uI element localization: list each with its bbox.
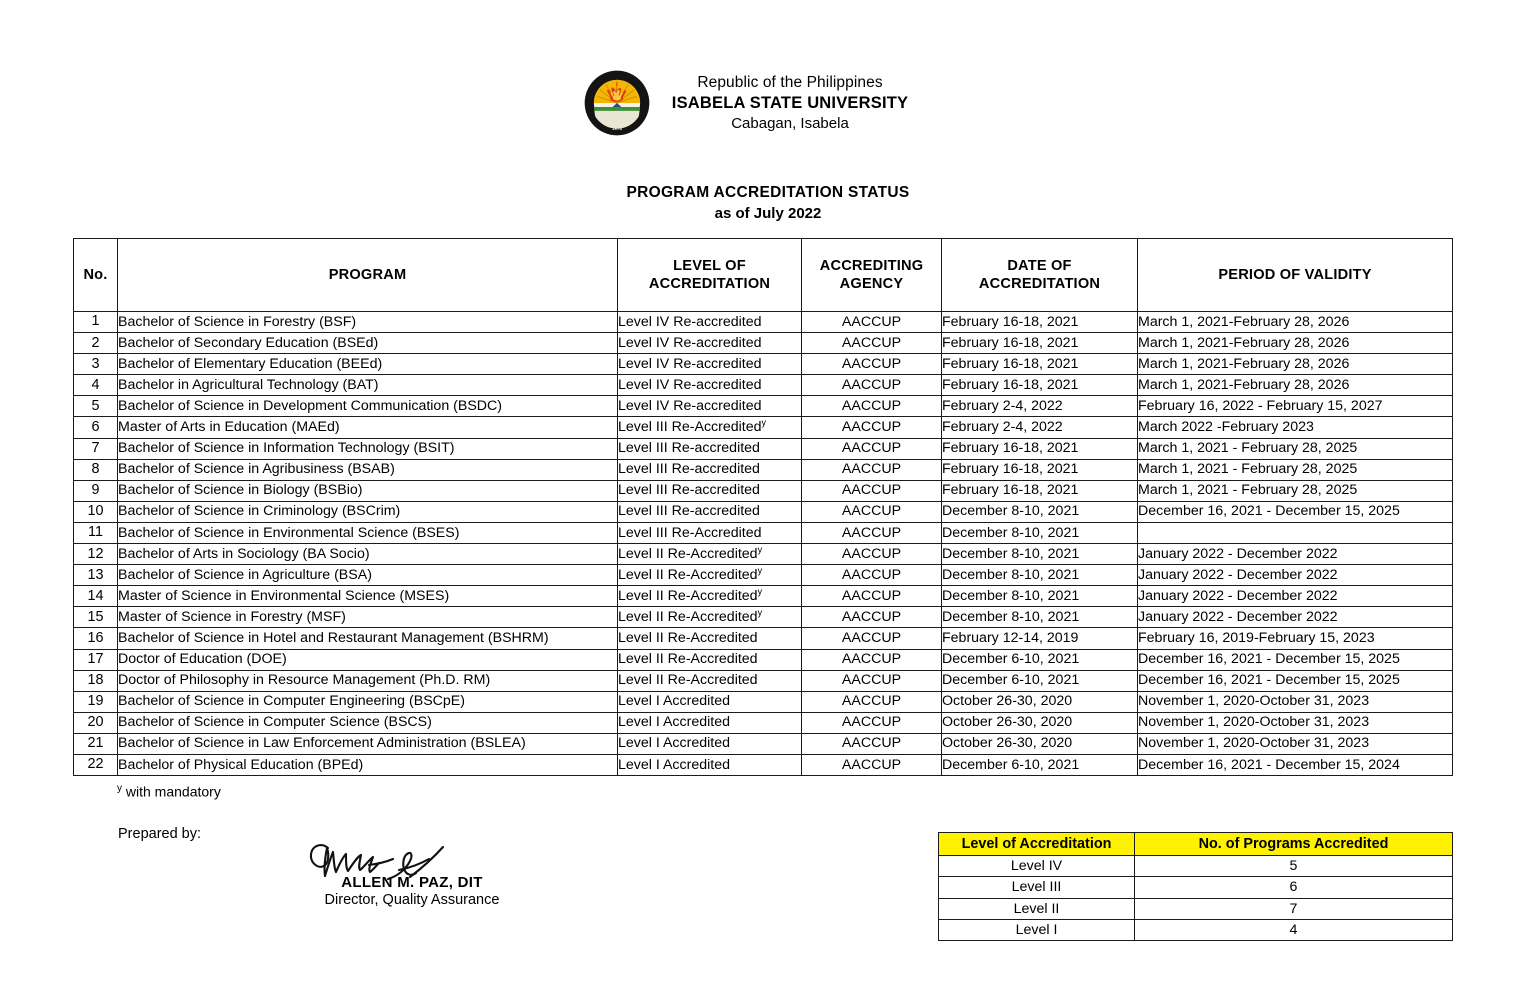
cell-validity: November 1, 2020-October 31, 2023 (1138, 691, 1453, 712)
summary-row (939, 898, 1453, 919)
cell-date: December 6-10, 2021 (942, 649, 1138, 670)
level-label: Level II Re-Accredited (618, 608, 758, 625)
mandatory-marker: y (757, 564, 763, 575)
cell-date: December 8-10, 2021 (942, 501, 1138, 522)
cell-date: February 16-18, 2021 (942, 480, 1138, 501)
cell-level (618, 670, 802, 691)
cell-agency: AACCUP (802, 375, 942, 396)
cell-no: 11 (74, 522, 118, 543)
cell-validity: November 1, 2020-October 31, 2023 (1138, 712, 1453, 733)
header-republic-line: Republic of the Philippines (697, 73, 883, 91)
cell-agency: AACCUP (802, 754, 942, 775)
cell-program: Bachelor of Science in Forestry (BSF) (118, 312, 618, 333)
cell-level (618, 565, 802, 586)
cell-no: 1 (74, 312, 118, 333)
level-label: Level II Re-Accredited (618, 672, 758, 689)
cell-no: 2 (74, 333, 118, 354)
cell-no: 22 (74, 754, 118, 775)
cell-program: Doctor of Philosophy in Resource Management (Ph.D. RM) (118, 670, 618, 691)
cell-no: 16 (74, 628, 118, 649)
table-row (74, 312, 1453, 333)
cell-no: 15 (74, 607, 118, 628)
table-row (74, 396, 1453, 417)
cell-agency: AACCUP (802, 312, 942, 333)
cell-agency: AACCUP (802, 333, 942, 354)
column-header-no: No. (74, 239, 118, 312)
cell-validity: March 1, 2021 - February 28, 2025 (1138, 480, 1453, 501)
footnote-marker: y (117, 783, 122, 794)
seal-year: 1978 (611, 126, 622, 132)
cell-validity: December 16, 2021 - December 15, 2025 (1138, 501, 1453, 522)
accreditation-table (73, 238, 1453, 776)
cell-program: Bachelor of Secondary Education (BSEd) (118, 333, 618, 354)
cell-no: 18 (74, 670, 118, 691)
cell-validity: November 1, 2020-October 31, 2023 (1138, 733, 1453, 754)
cell-validity: March 1, 2021-February 28, 2026 (1138, 354, 1453, 375)
signature-block (262, 838, 562, 908)
cell-date: February 16-18, 2021 (942, 438, 1138, 459)
cell-program: Master of Science in Environmental Science (MSES) (118, 586, 618, 607)
table-row (74, 333, 1453, 354)
cell-agency: AACCUP (802, 607, 942, 628)
cell-date: February 12-14, 2019 (942, 628, 1138, 649)
summary-table-body (939, 856, 1453, 941)
cell-level (618, 607, 802, 628)
mandatory-marker: y (761, 417, 767, 428)
cell-agency: AACCUP (802, 522, 942, 543)
level-label: Level II Re-Accredited (618, 651, 758, 668)
table-row (74, 544, 1453, 565)
cell-agency: AACCUP (802, 544, 942, 565)
cell-program: Master of Arts in Education (MAEd) (118, 417, 618, 438)
signatory-role: Director, Quality Assurance (324, 892, 500, 908)
column-header-validity: PERIOD OF VALIDITY (1138, 239, 1453, 312)
cell-program: Master of Science in Forestry (MSF) (118, 607, 618, 628)
cell-date: February 16-18, 2021 (942, 375, 1138, 396)
accreditation-table-container (73, 238, 1452, 776)
cell-no: 17 (74, 649, 118, 670)
level-label: Level I Accredited (618, 693, 730, 710)
table-row (74, 480, 1453, 501)
cell-date: February 2-4, 2022 (942, 417, 1138, 438)
table-row (74, 522, 1453, 543)
cell-agency: AACCUP (802, 354, 942, 375)
cell-date: October 26-30, 2020 (942, 691, 1138, 712)
column-header-program: PROGRAM (118, 239, 618, 312)
table-row (74, 375, 1453, 396)
cell-no: 8 (74, 459, 118, 480)
cell-agency: AACCUP (802, 396, 942, 417)
cell-date: December 8-10, 2021 (942, 565, 1138, 586)
cell-program: Bachelor of Science in Law Enforcement Administration (BSLEA) (118, 733, 618, 754)
cell-no: 14 (74, 586, 118, 607)
cell-program: Bachelor of Science in Environmental Science (BSES) (118, 522, 618, 543)
cell-date: February 2-4, 2022 (942, 396, 1138, 417)
cell-program: Bachelor of Science in Computer Engineering (BSCpE) (118, 691, 618, 712)
table-row (74, 691, 1453, 712)
summary-cell-level: Level III (939, 877, 1135, 898)
cell-program: Bachelor of Science in Information Technology (BSIT) (118, 438, 618, 459)
cell-validity: March 1, 2021-February 28, 2026 (1138, 333, 1453, 354)
table-row (74, 565, 1453, 586)
cell-date: December 8-10, 2021 (942, 586, 1138, 607)
cell-level (618, 333, 802, 354)
cell-agency: AACCUP (802, 733, 942, 754)
cell-no: 5 (74, 396, 118, 417)
cell-validity: March 1, 2021-February 28, 2026 (1138, 312, 1453, 333)
cell-program: Bachelor of Science in Hotel and Restaurant Management (BSHRM) (118, 628, 618, 649)
cell-program: Bachelor of Science in Agriculture (BSA) (118, 565, 618, 586)
cell-program: Doctor of Education (DOE) (118, 649, 618, 670)
page-subtitle: as of July 2022 (714, 205, 822, 222)
level-label: Level III Re-accredited (618, 503, 760, 520)
university-seal-icon (584, 70, 650, 136)
cell-level (618, 354, 802, 375)
cell-no: 13 (74, 565, 118, 586)
cell-agency: AACCUP (802, 501, 942, 522)
level-label: Level III Re-accredited (618, 482, 760, 499)
level-label: Level IV Re-accredited (618, 397, 762, 414)
cell-date: February 16-18, 2021 (942, 333, 1138, 354)
mandatory-marker: y (757, 607, 763, 618)
cell-date: December 6-10, 2021 (942, 670, 1138, 691)
table-row (74, 754, 1453, 775)
table-row (74, 417, 1453, 438)
level-label: Level III Re-accredited (618, 461, 760, 478)
cell-date: December 8-10, 2021 (942, 544, 1138, 565)
cell-no: 6 (74, 417, 118, 438)
level-label: Level I Accredited (618, 735, 730, 752)
level-label: Level II Re-Accredited (618, 566, 758, 583)
mandatory-marker: y (757, 543, 763, 554)
cell-agency: AACCUP (802, 459, 942, 480)
cell-validity: December 16, 2021 - December 15, 2025 (1138, 670, 1453, 691)
cell-program: Bachelor of Arts in Sociology (BA Socio) (118, 544, 618, 565)
cell-level (618, 586, 802, 607)
level-label: Level I Accredited (618, 756, 730, 773)
cell-no: 20 (74, 712, 118, 733)
cell-validity: February 16, 2019-February 15, 2023 (1138, 628, 1453, 649)
table-row (74, 459, 1453, 480)
table-row (74, 628, 1453, 649)
cell-agency: AACCUP (802, 691, 942, 712)
cell-validity (1138, 522, 1453, 543)
summary-cell-count: 4 (1135, 919, 1453, 940)
cell-level (618, 733, 802, 754)
footnote-text: with mandatory (125, 783, 221, 800)
cell-date: October 26-30, 2020 (942, 733, 1138, 754)
cell-validity: March 1, 2021 - February 28, 2025 (1138, 459, 1453, 480)
table-row (74, 354, 1453, 375)
cell-level (618, 691, 802, 712)
cell-agency: AACCUP (802, 438, 942, 459)
summary-column-header-level: Level of Accreditation (939, 833, 1135, 856)
cell-validity: January 2022 - December 2022 (1138, 586, 1453, 607)
column-header-date: DATE OF ACCREDITATION (942, 239, 1138, 312)
summary-table-container (938, 832, 1452, 941)
cell-level (618, 417, 802, 438)
cell-level (618, 628, 802, 649)
signatory-name: ALLEN M. PAZ, DIT (341, 874, 483, 891)
cell-no: 12 (74, 544, 118, 565)
table-row (74, 733, 1453, 754)
table-row (74, 586, 1453, 607)
cell-level (618, 754, 802, 775)
cell-validity: December 16, 2021 - December 15, 2024 (1138, 754, 1453, 775)
cell-agency: AACCUP (802, 586, 942, 607)
cell-validity: January 2022 - December 2022 (1138, 565, 1453, 586)
cell-date: February 16-18, 2021 (942, 354, 1138, 375)
cell-date: December 6-10, 2021 (942, 754, 1138, 775)
cell-program: Bachelor of Science in Development Communication (BSDC) (118, 396, 618, 417)
level-label: Level IV Re-accredited (618, 355, 762, 372)
level-label: Level III Re-accredited (618, 440, 760, 457)
cell-no: 7 (74, 438, 118, 459)
cell-agency: AACCUP (802, 649, 942, 670)
cell-date: February 16-18, 2021 (942, 312, 1138, 333)
cell-agency: AACCUP (802, 417, 942, 438)
cell-level (618, 649, 802, 670)
cell-agency: AACCUP (802, 480, 942, 501)
cell-level (618, 396, 802, 417)
cell-level (618, 522, 802, 543)
cell-no: 9 (74, 480, 118, 501)
level-label: Level IV Re-accredited (618, 376, 762, 393)
prepared-by-label: Prepared by: (118, 826, 202, 842)
cell-level (618, 375, 802, 396)
level-label: Level II Re-Accredited (618, 630, 758, 646)
cell-no: 19 (74, 691, 118, 712)
cell-level (618, 312, 802, 333)
summary-header-row (939, 833, 1453, 856)
cell-program: Bachelor of Science in Biology (BSBio) (118, 480, 618, 501)
cell-agency: AACCUP (802, 670, 942, 691)
cell-date: October 26-30, 2020 (942, 712, 1138, 733)
table-row (74, 649, 1453, 670)
summary-cell-level: Level I (939, 919, 1135, 940)
summary-cell-count: 6 (1135, 877, 1453, 898)
page-title-block (0, 184, 1536, 222)
cell-agency: AACCUP (802, 628, 942, 649)
cell-date: February 16-18, 2021 (942, 459, 1138, 480)
level-label: Level II Re-Accredited (618, 545, 758, 562)
cell-validity: March 1, 2021-February 28, 2026 (1138, 375, 1453, 396)
cell-program: Bachelor in Agricultural Technology (BAT) (118, 375, 618, 396)
summary-row (939, 919, 1453, 940)
level-label: Level III Re-Accredited (618, 524, 762, 541)
cell-program: Bachelor of Science in Criminology (BSCrim) (118, 501, 618, 522)
cell-level (618, 712, 802, 733)
cell-date: December 8-10, 2021 (942, 607, 1138, 628)
cell-validity: March 2022 -February 2023 (1138, 417, 1453, 438)
summary-cell-level: Level II (939, 898, 1135, 919)
table-header-row (74, 239, 1453, 312)
accreditation-table-body (74, 312, 1453, 776)
header-university-name: ISABELA STATE UNIVERSITY (671, 93, 909, 112)
summary-row (939, 856, 1453, 877)
column-header-level: LEVEL OF ACCREDITATION (618, 239, 802, 312)
footnote-mandatory (117, 783, 221, 800)
cell-program: Bachelor of Elementary Education (BEEd) (118, 354, 618, 375)
summary-cell-count: 7 (1135, 898, 1453, 919)
cell-validity: March 1, 2021 - February 28, 2025 (1138, 438, 1453, 459)
cell-program: Bachelor of Physical Education (BPEd) (118, 754, 618, 775)
cell-level (618, 501, 802, 522)
summary-cell-count: 5 (1135, 856, 1453, 877)
table-row (74, 712, 1453, 733)
cell-level (618, 459, 802, 480)
cell-validity: January 2022 - December 2022 (1138, 544, 1453, 565)
level-label: Level IV Re-accredited (618, 313, 762, 330)
level-label: Level II Re-Accredited (618, 587, 758, 604)
cell-level (618, 544, 802, 565)
cell-level (618, 480, 802, 501)
cell-no: 3 (74, 354, 118, 375)
column-header-agency: ACCREDITING AGENCY (802, 239, 942, 312)
table-row (74, 501, 1453, 522)
table-row (74, 670, 1453, 691)
page-title: PROGRAM ACCREDITATION STATUS (626, 184, 910, 201)
cell-validity: February 16, 2022 - February 15, 2027 (1138, 396, 1453, 417)
header-campus-location: Cabagan, Isabela (731, 114, 849, 132)
summary-cell-level: Level IV (939, 856, 1135, 877)
cell-agency: AACCUP (802, 712, 942, 733)
summary-table (938, 832, 1453, 941)
cell-no: 21 (74, 733, 118, 754)
cell-level (618, 438, 802, 459)
cell-program: Bachelor of Science in Agribusiness (BSAB) (118, 459, 618, 480)
mandatory-marker: y (757, 586, 763, 597)
cell-date: December 8-10, 2021 (942, 522, 1138, 543)
cell-validity: January 2022 - December 2022 (1138, 607, 1453, 628)
cell-program: Bachelor of Science in Computer Science (BSCS) (118, 712, 618, 733)
level-label: Level I Accredited (618, 714, 730, 731)
level-label: Level IV Re-accredited (618, 334, 762, 351)
table-row (74, 438, 1453, 459)
cell-no: 4 (74, 375, 118, 396)
summary-row (939, 877, 1453, 898)
cell-agency: AACCUP (802, 565, 942, 586)
table-row (74, 607, 1453, 628)
document-header (0, 70, 1536, 136)
cell-validity: December 16, 2021 - December 15, 2025 (1138, 649, 1453, 670)
level-label: Level III Re-Accredited (618, 419, 762, 436)
summary-column-header-count: No. of Programs Accredited (1135, 833, 1453, 856)
cell-no: 10 (74, 501, 118, 522)
